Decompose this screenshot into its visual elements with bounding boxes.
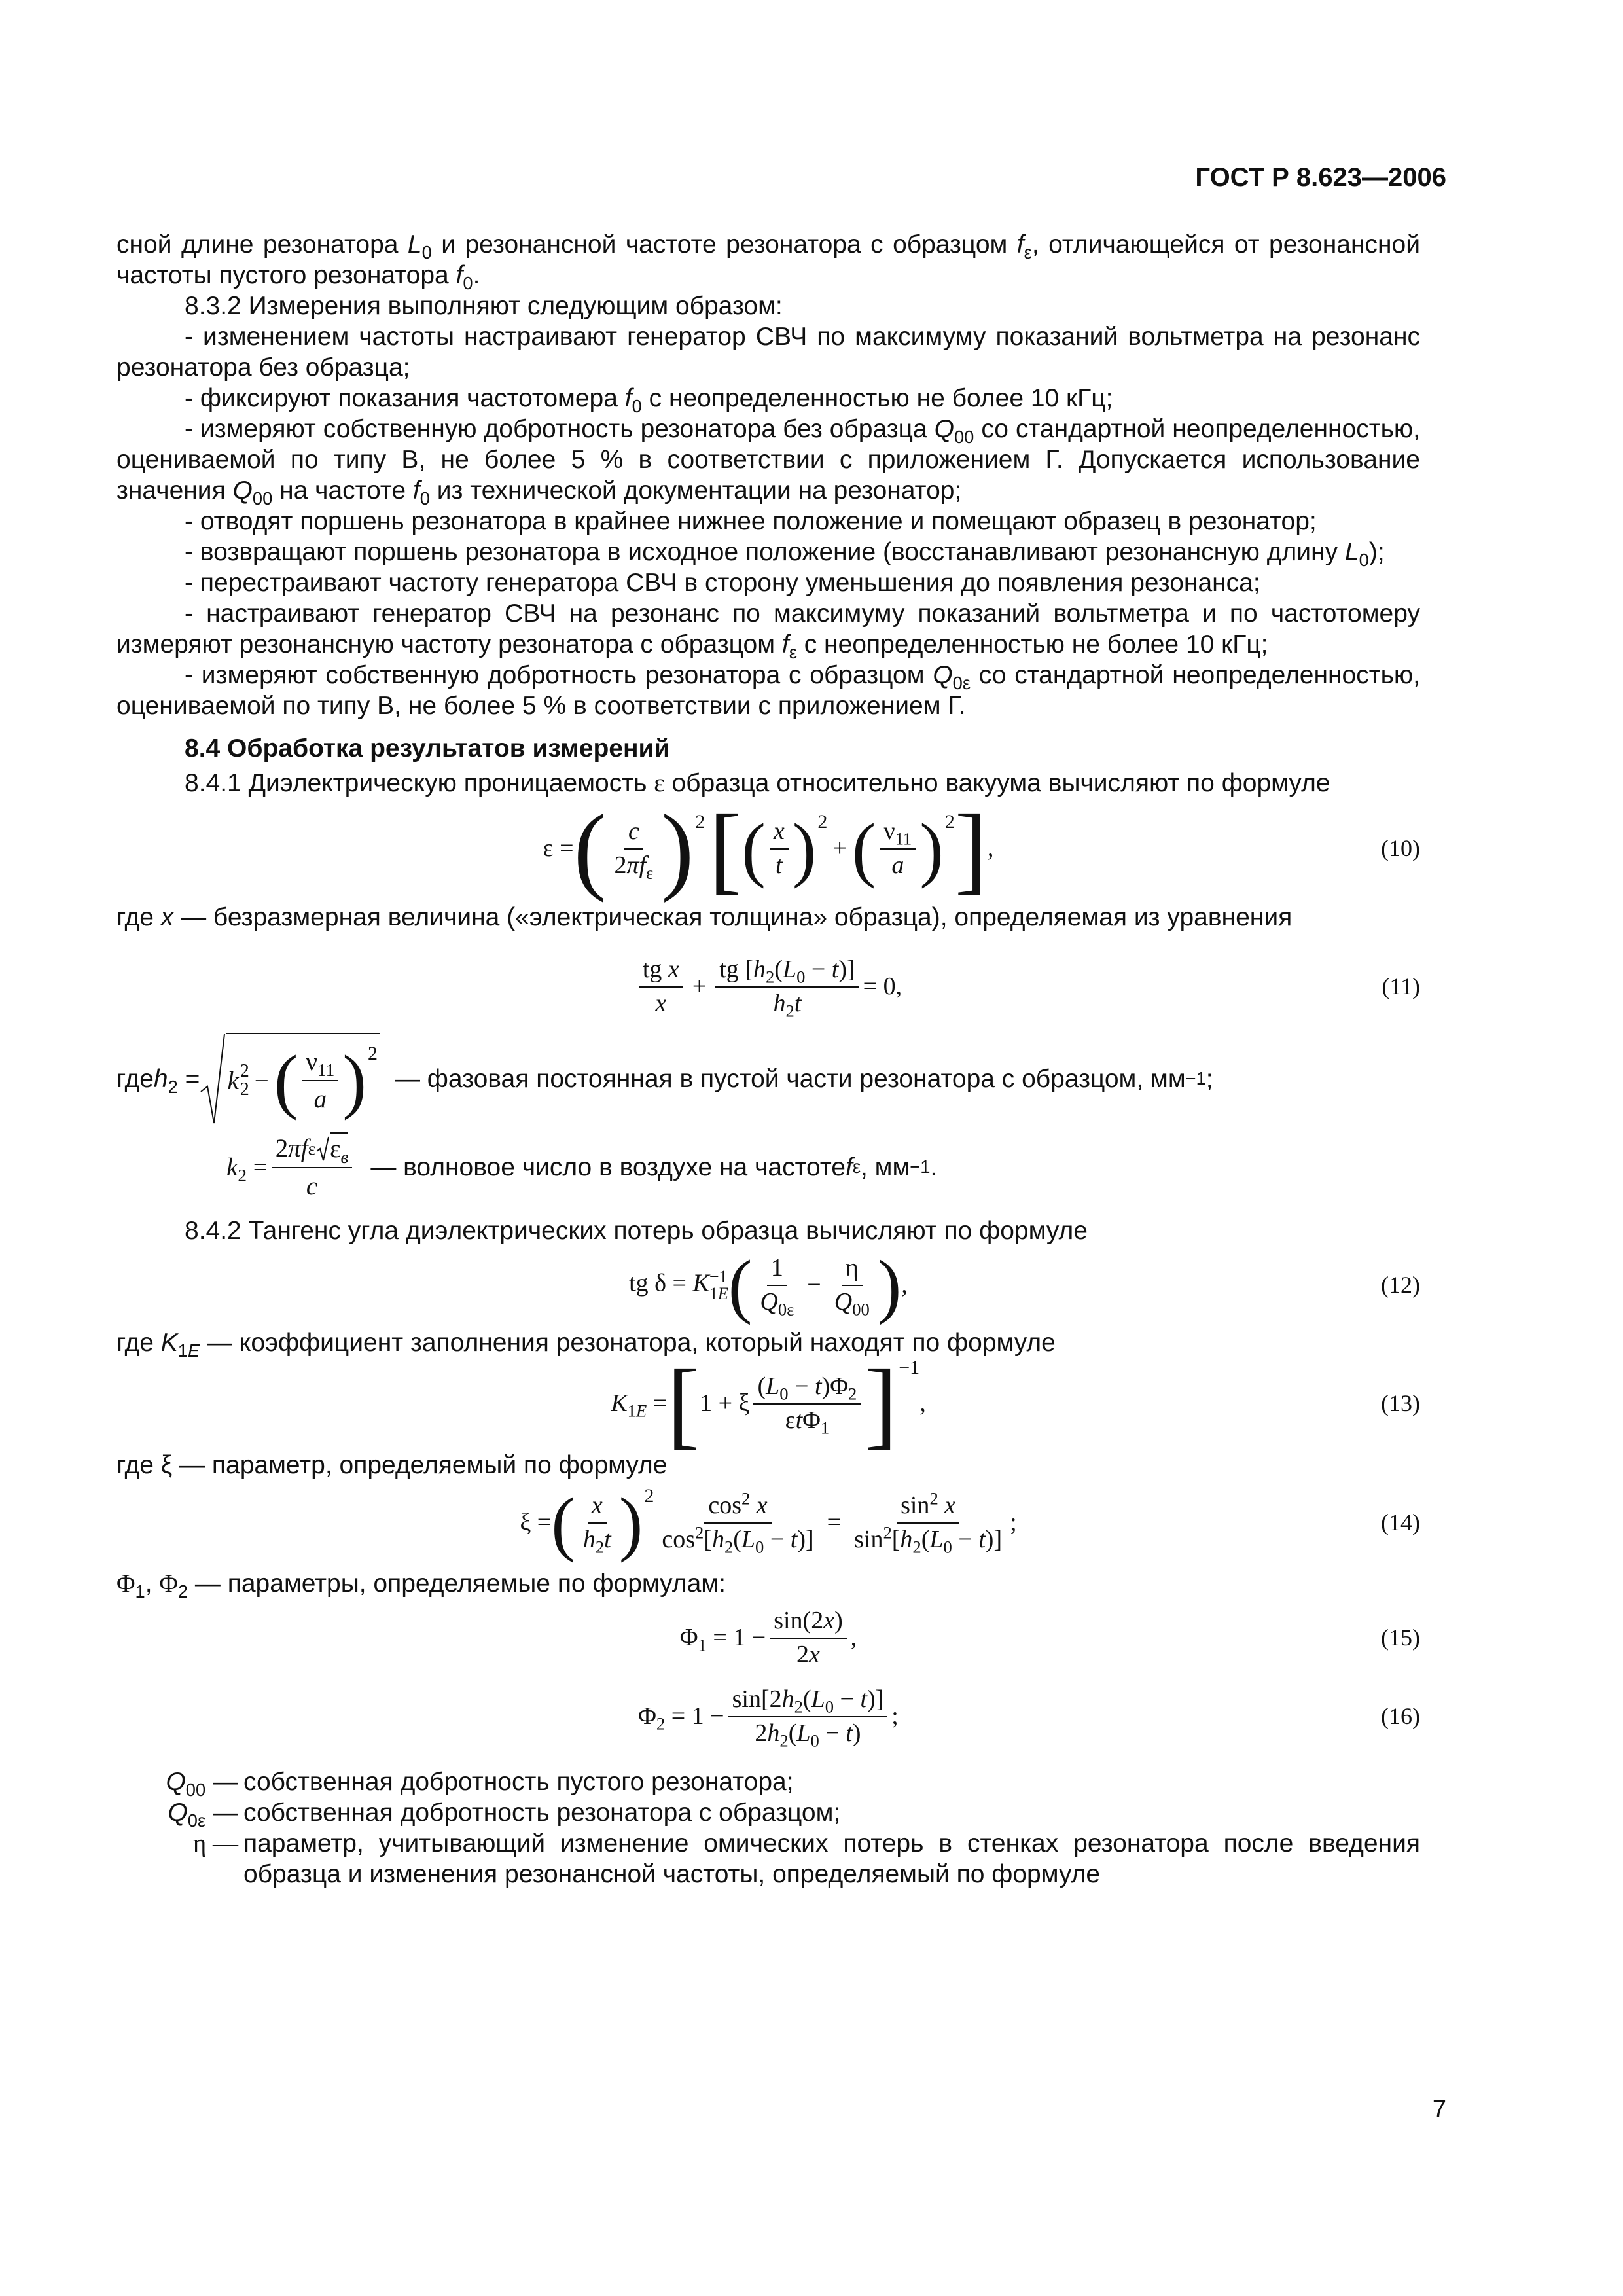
equation-number-11: (11) xyxy=(1382,973,1420,1000)
k2-fraction: 2 πf ε $\varepsilon_в$ c xyxy=(272,1132,353,1202)
where-k1e: где $K_{1E}$ — коэффициент заполнения резонатора, который находят по формуле xyxy=(116,1329,1056,1361)
step-3: - измеряют собственную добротность резонатора без образца $Q_{00}$ со стандартной неопределенностью, оцениваемой по типу В, не более 5 % в соответствии с приложением Г. Допускается использование значения $Q_{00}$ на частоте $f_0$ из технической документации на резонатор; xyxy=(116,415,1420,509)
formula-13: $K_{1E}$ = [ 1 + ξ $\frac{(L_0 - t)\Phi_2}{\varepsilon t\Phi_1}$ ] −1 , (13) xyxy=(611,1350,1420,1458)
equation-number-14: (14) xyxy=(1381,1509,1420,1536)
formula-10: ε = ( $\frac{c}{2\pi f_\varepsilon}$ ) 2 [ ( $\frac{x}{t}$ ) 2 + ( $\frac{\nu_{11}}{a}$ ) 2 ] , (10) xyxy=(543,795,1420,903)
standard-code: ГОСТ Р 8.623—2006 xyxy=(1195,163,1446,192)
formula-11: $\frac{\text{tg x}}{x}$ + $\frac{tg [h_2(L_0 - t)]}{h_2t}$ = 0, (11) xyxy=(116,944,1420,1030)
where-k2: $k_2$ = 2 πf ε $\varepsilon_в$ c — волновое число в воздухе на частоте f ε , мм −1 . xyxy=(116,1128,1420,1206)
definitions-list xyxy=(116,1767,1420,1890)
where-phi: $\Phi_1$, $\Phi_2$ — параметры, определяемые по формулам: xyxy=(116,1570,726,1602)
section-heading-8-4: 8.4 Обработка результатов измерений xyxy=(185,734,670,762)
equation-number-15: (15) xyxy=(1381,1624,1420,1651)
item-8-4-1: 8.4.1 Диэлектрическую проницаемость ε образца относительно вакуума вычисляют по формуле xyxy=(185,769,1330,797)
step-7: - настраивают генератор СВЧ на резонанс по максимуму показаний вольтметра и по частотомеру измеряют резонансную частоту резонатора с образцом $f_\varepsilon$ с неопределенностью не более 10 кГц; xyxy=(116,600,1420,662)
equation-number-10: (10) xyxy=(1381,835,1420,862)
definition-q0e: $Q_{0\varepsilon}$ — собственная добротность резонатора с образцом; xyxy=(168,1799,841,1831)
where-xi: где ξ — параметр, определяемый по формуле xyxy=(116,1451,668,1479)
page-body xyxy=(116,229,1420,1890)
step-6: - перестраивают частоту генератора СВЧ в сторону уменьшения до появления резонанса; xyxy=(185,569,1260,597)
page-number: 7 xyxy=(1432,2096,1446,2123)
sqrt-h2: k 2 2 − ( $\frac{\nu_{11}}{a}$ ) 2 xyxy=(200,1033,380,1124)
definition-eta: η — параметр, учитывающий изменение омических потерь в стенках резонатора после введения образца и изменения резонансной частоты, определяемый по формуле xyxy=(192,1829,1420,1888)
paragraph-continuation: сной длине резонатора $L_0$ и резонансной частоте резонатора с образцом $f_\varepsilon$, отличающейся от резонансной частоты пустого резонатора $f_0$. xyxy=(116,230,1420,293)
step-2: - фиксируют показания частотомера $f_0$ с неопределенностью не более 10 кГц; xyxy=(185,384,1113,416)
step-4: - отводят поршень резонатора в крайнее нижнее положение и помещают образец в резонатор; xyxy=(185,507,1317,535)
formula-15: $\Phi_1 = 1$ − $\frac{\sin(2x)}{2x}$ , (15) xyxy=(679,1607,1420,1668)
where-x: где x — безразмерная величина («электрическая толщина» образца), определяемая из уравнения xyxy=(116,903,1293,931)
where-h2: где $h_2$ = k 2 2 − ( $\frac{\nu_{11}}{a}$ ) 2 — фазовая постоянная в пустой части резонатора с образцом, мм −1 ; xyxy=(116,1030,1420,1128)
item-8-3-2: 8.3.2 Измерения выполняют следующим образом: xyxy=(185,292,783,320)
formula-12: tg δ = K −1 1E ( $\frac{1}{Q_{0\varepsilon}}$ − $\frac{\eta}{Q_{00}}$ ) , (12) xyxy=(629,1246,1420,1325)
equation-number-13: (13) xyxy=(1381,1390,1420,1417)
step-8: - измеряют собственную добротность резонатора с образцом $Q_{0\varepsilon}$ со стандартной неопределенностью, оцениваемой по типу В, не более 5 % в соответствии с приложением Г. xyxy=(116,661,1420,720)
equation-number-16: (16) xyxy=(1381,1703,1420,1730)
formula-16: $\Phi_2 = 1$ − $\frac{\sin[2h_2(L_0 - t)]}{2h_2(L_0 - t)}$ ; (16) xyxy=(638,1685,1420,1751)
formula-14: ξ = ( $\frac{x}{h_2t}$ ) 2 $\frac{\cos^2 x}{\cos^2[h_2(L_0 - t)]}$ = $\frac{\sin^2 x}{\sin^2[h_2(L_0 - t)]}$ ; (14) xyxy=(520,1483,1420,1563)
step-1: - изменением частоты настраивают генератор СВЧ по максимуму показаний вольтметра на резонанс резонатора без образца; xyxy=(116,323,1420,382)
item-8-4-2: 8.4.2 Тангенс угла диэлектрических потерь образца вычисляют по формуле xyxy=(185,1217,1088,1245)
equation-number-12: (12) xyxy=(1381,1272,1420,1299)
step-5: - возвращают поршень резонатора в исходное положение (восстанавливают резонансную длину $L_0$); xyxy=(185,538,1385,570)
definition-q00: $Q_{00}$ — собственная добротность пустого резонатора; xyxy=(166,1768,794,1800)
